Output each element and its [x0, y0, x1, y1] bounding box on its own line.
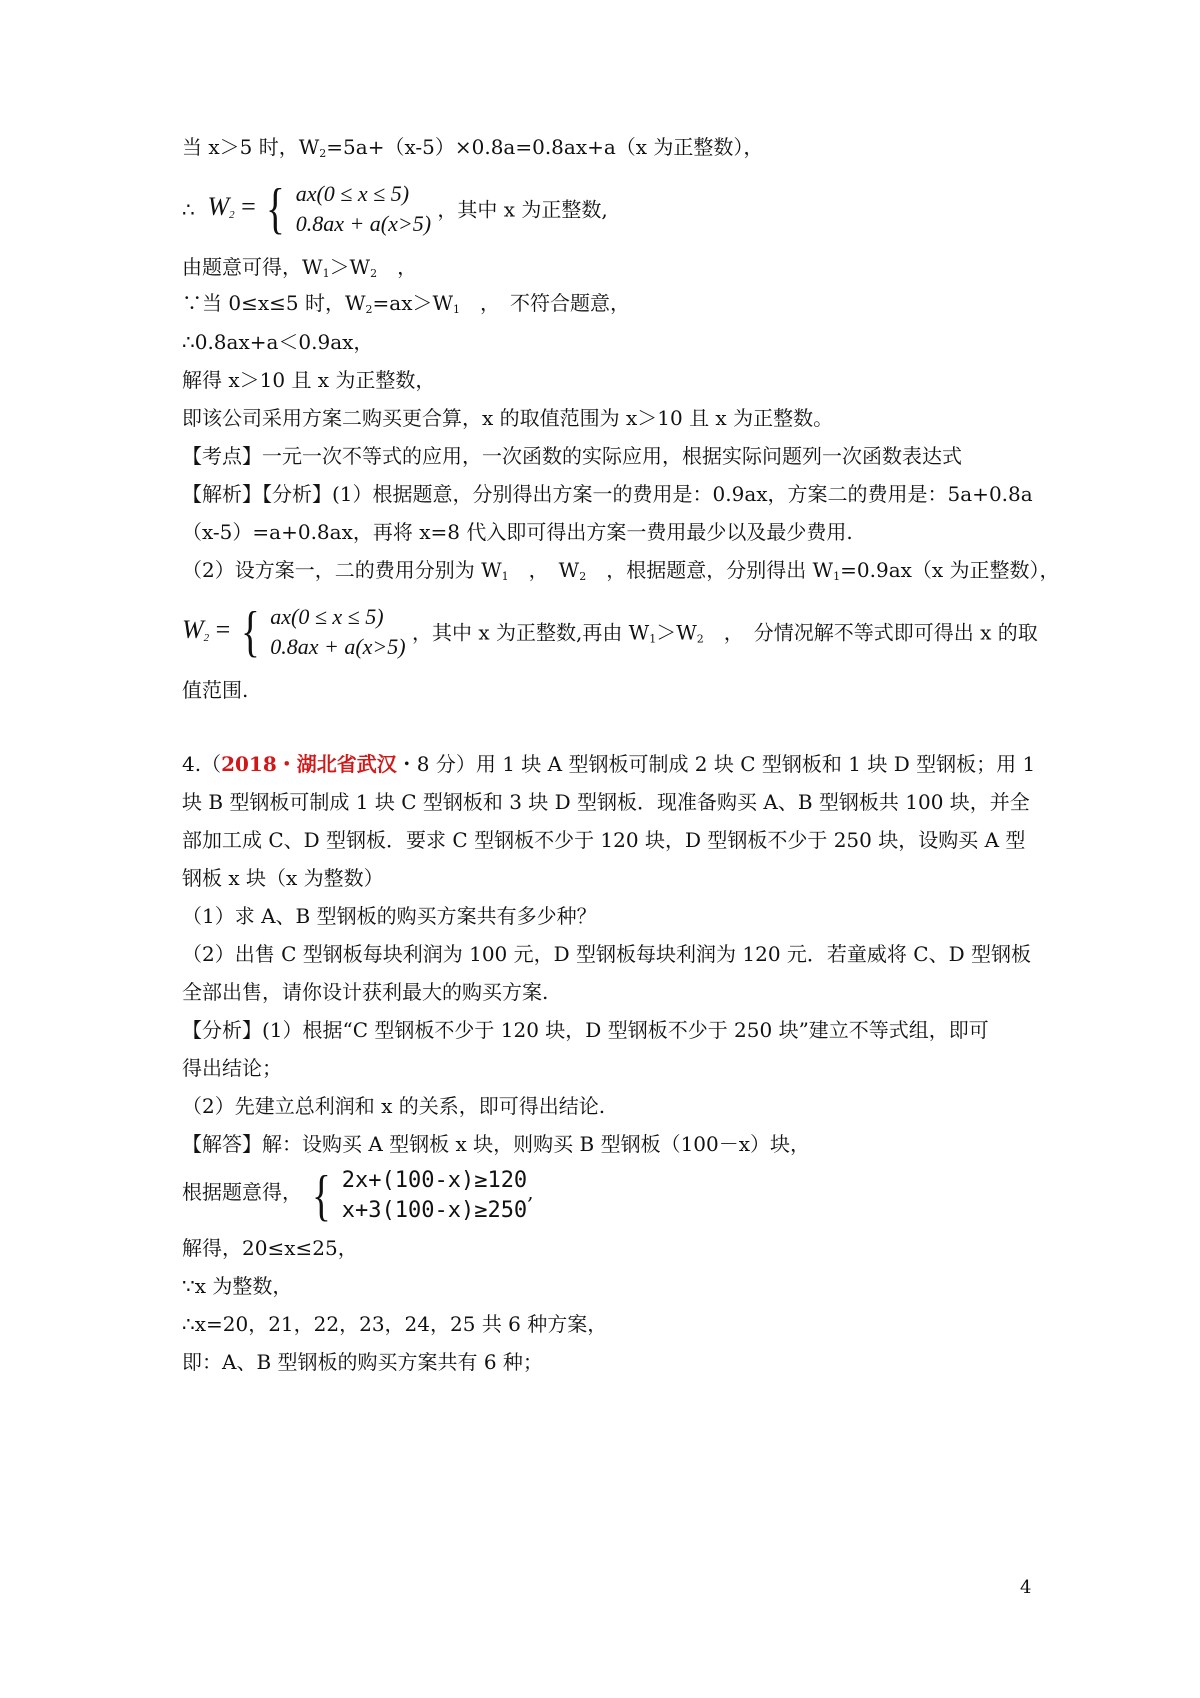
- text-line: ∴x=20，21，22，23，24，25 共 6 种方案，: [182, 1312, 608, 1336]
- question-header: 4.（2018・湖北省武汉・8 分）用 1 块 A 型钢板可制成 2 块 C 型钢板和 1 块 D 型钢板；用 1: [182, 752, 1036, 776]
- text-line: ∵x 为整数，: [182, 1274, 293, 1298]
- inequality-system: { 2x+(100-x)≥120 x+3(100-x)≥250: [312, 1164, 528, 1227]
- formula-line: 根据题意得， { 2x+(100-x)≥120 x+3(100-x)≥250 ,: [182, 1160, 534, 1226]
- text-line: 当 x＞5 时，$W_2=5a+(x-5)\times 0.8a=0.8ax+a(x$ 为正整数），: [182, 135, 764, 160]
- text-line: 部加工成 C、D 型钢板．要求 C 型钢板不少于 120 块，D 型钢板不少于 250 块，设购买 A 型: [182, 828, 1026, 852]
- text-line: 【解析】【分析】(1）根据题意，分别得出方案一的费用是：0.9ax，方案二的费用是：5a+0.8a: [182, 482, 1033, 506]
- text-line: （x-5）=a+0.8ax，再将 x=8 代入即可得出方案一费用最少以及最少费用.: [182, 520, 853, 544]
- text-line: （2）出售 C 型钢板每块利润为 100 元，D 型钢板每块利润为 120 元．若童威将 C、D 型钢板: [182, 942, 1031, 966]
- text-line: ∴0.8ax+a＜0.9ax，: [182, 330, 374, 354]
- text-line: 【分析】(1）根据“C 型钢板不少于 120 块，D 型钢板不少于 250 块”建立不等式组，即可: [182, 1018, 989, 1042]
- text-line: 得出结论；: [182, 1056, 282, 1080]
- formula-line: ∴ $W_2$ = { ax(0 ≤ x ≤ 5) 0.8ax + a(x>5) ，其中 x 为正整数,: [182, 175, 608, 247]
- text-line: 即该公司采用方案二购买更合算，x 的取值范围为 x＞10 且 x 为正整数。: [182, 406, 834, 430]
- text-line: （2）设方案一，二的费用分别为 $W_1$ ， $W_2$ ，根据题意，分别得出 $W_1=0.9ax(x$ 为正整数），: [182, 558, 1060, 583]
- text-line: 【解答】解：设购买 A 型钢板 x 块，则购买 B 型钢板（100－x）块，: [182, 1132, 811, 1156]
- text-line: 全部出售，请你设计获利最大的购买方案.: [182, 980, 549, 1004]
- text-line: 解得 x＞10 且 x 为正整数，: [182, 368, 436, 392]
- page-number: 4: [1020, 1577, 1032, 1598]
- text-line: 即：A、B 型钢板的购买方案共有 6 种；: [182, 1350, 543, 1374]
- text-line: ∵当 0≤x≤5 时，$W_2=ax>W_1$ ， 不符合题意，: [182, 291, 631, 316]
- text-line: 由题意可得，$W_1>W_2$ ，: [182, 255, 418, 280]
- w2-piecewise-formula: $W_2$ = { ax(0 ≤ x ≤ 5) 0.8ax + a(x>5): [182, 601, 406, 664]
- w2-piecewise-formula: $W_2$ = { ax(0 ≤ x ≤ 5) 0.8ax + a(x>5): [207, 178, 432, 241]
- text-line: 值范围.: [182, 678, 249, 702]
- text-line: 【考点】一元一次不等式的应用，一次函数的实际应用，根据实际问题列一次函数表达式: [182, 444, 962, 468]
- question-source: 2018・湖北省武汉: [221, 752, 397, 776]
- text-line: （1）求 A、B 型钢板的购买方案共有多少种？: [182, 904, 597, 928]
- text-line: 块 B 型钢板可制成 1 块 C 型钢板和 3 块 D 型钢板．现准备购买 A、B 型钢板共 100 块，并全: [182, 790, 1030, 814]
- text-line: （2）先建立总利润和 x 的关系，即可得出结论.: [182, 1094, 606, 1118]
- text-line: 钢板 x 块（x 为整数）: [182, 866, 384, 890]
- formula-line: $W_2$ = { ax(0 ≤ x ≤ 5) 0.8ax + a(x>5) ，其中 x 为正整数,再由 $W_1>W_2$ ， 分情况解不等式即可得出 x 的取: [182, 598, 1038, 672]
- text-line: 解得，20≤x≤25，: [182, 1236, 358, 1260]
